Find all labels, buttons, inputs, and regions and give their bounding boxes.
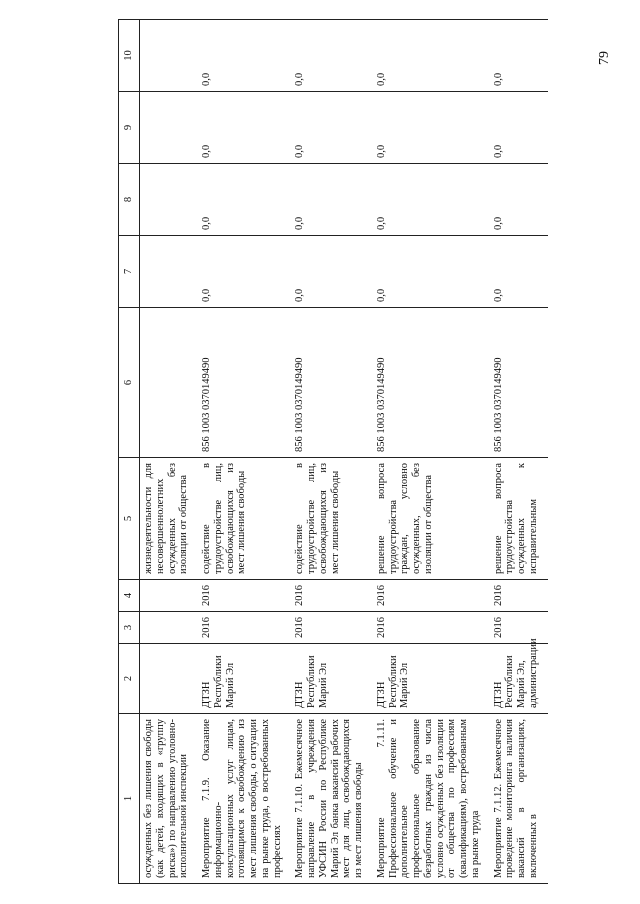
executor-cell: ДТЗН Республики Марий Эл	[291, 644, 373, 714]
program-table	[118, 19, 548, 884]
value-cell: 0,0	[490, 92, 548, 164]
budget-code-cell	[140, 308, 199, 458]
col-header-8: 8	[119, 164, 140, 236]
col-header-4: 4	[119, 580, 140, 612]
measure-cell: Мероприятие 7.1.12. Ежемесячное проведение мониторинга наличия вакансий в организациях, включенных в	[490, 714, 548, 884]
start-year-cell: 2016	[373, 612, 490, 644]
table-row	[373, 20, 490, 884]
table-row	[291, 20, 373, 884]
value-cell: 0,0	[373, 92, 490, 164]
value-cell: 0,0	[198, 236, 291, 308]
value-cell	[140, 164, 199, 236]
result-cell: жизнедеятельности для несовершеннолетних осужденных без изоляции от общества	[140, 458, 199, 580]
budget-code-cell: 856 1003 0370149490	[373, 308, 490, 458]
value-cell: 0,0	[373, 164, 490, 236]
col-header-1: 1	[119, 714, 140, 884]
value-cell: 0,0	[198, 92, 291, 164]
start-year-cell: 2016	[198, 612, 291, 644]
col-header-6: 6	[119, 308, 140, 458]
measure-cell: Мероприятие 7.1.11. Профессиональное обучение и дополнительное профессиональное образование безработных граждан из числа условно осужденных без изоляции от общества по профессиям (квалификациям), востребованным на рынке труда	[373, 714, 490, 884]
value-cell: 0,0	[291, 164, 373, 236]
col-header-5: 5	[119, 458, 140, 580]
result-cell: решение вопроса трудоустройства осужденных к исправительным	[490, 458, 548, 580]
result-cell: решение вопроса трудоустройства граждан, условно осужденных, без изоляции от общества	[373, 458, 490, 580]
value-cell	[140, 236, 199, 308]
result-cell: содействие в трудоустройстве лиц, освобождающихся из мест лишения свободы	[198, 458, 291, 580]
result-cell: содействие в трудоустройстве лиц, освобождающихся из мест лишения свободы	[291, 458, 373, 580]
end-year-cell: 2016	[490, 580, 548, 612]
start-year-cell	[140, 612, 199, 644]
value-cell: 0,0	[291, 20, 373, 92]
value-cell: 0,0	[373, 20, 490, 92]
end-year-cell: 2016	[373, 580, 490, 612]
value-cell: 0,0	[490, 164, 548, 236]
table-row	[140, 20, 199, 884]
end-year-cell: 2016	[291, 580, 373, 612]
start-year-cell: 2016	[291, 612, 373, 644]
value-cell: 0,0	[373, 236, 490, 308]
value-cell	[140, 20, 199, 92]
executor-cell: ДТЗН Республики Марий Эл	[373, 644, 490, 714]
col-header-2: 2	[119, 644, 140, 714]
end-year-cell: 2016	[198, 580, 291, 612]
table-row	[490, 20, 548, 884]
budget-code-cell: 856 1003 0370149490	[291, 308, 373, 458]
col-header-3: 3	[119, 612, 140, 644]
page-number: 79	[597, 51, 612, 65]
value-cell: 0,0	[490, 236, 548, 308]
column-number-row	[119, 20, 140, 884]
executor-cell	[140, 644, 199, 714]
table-row	[198, 20, 291, 884]
value-cell: 0,0	[490, 20, 548, 92]
budget-code-cell: 856 1003 0370149490	[198, 308, 291, 458]
budget-code-cell: 856 1003 0370149490	[490, 308, 548, 458]
measure-cell: Мероприятие 7.1.9. Оказание информационно-консультационных услуг лицам, готовящимся к освобождению из мест лишения свободы, о ситуации на рынке труда, о востребованных профессиях	[198, 714, 291, 884]
col-header-7: 7	[119, 236, 140, 308]
executor-cell: ДТЗН Республики Марий Эл, администрации	[490, 644, 548, 714]
start-year-cell: 2016	[490, 612, 548, 644]
value-cell	[140, 92, 199, 164]
value-cell: 0,0	[198, 164, 291, 236]
end-year-cell	[140, 580, 199, 612]
col-header-9: 9	[119, 92, 140, 164]
executor-cell: ДТЗН Республики Марий Эл	[198, 644, 291, 714]
measure-cell: осужденных без лишения свободы (как детей, входящих в «группу риска») по направлению уголовно-исполнительной инспекции	[140, 714, 199, 884]
col-header-10: 10	[119, 20, 140, 92]
rotated-table-container	[118, 20, 628, 884]
value-cell: 0,0	[198, 20, 291, 92]
measure-cell: Мероприятие 7.1.10. Ежемесячное направление в учреждения УФСИН России по Республике Марий Эл банка вакансий рабочих мест для лиц, освобождающихся из мест лишения свободы	[291, 714, 373, 884]
value-cell: 0,0	[291, 92, 373, 164]
value-cell: 0,0	[291, 236, 373, 308]
